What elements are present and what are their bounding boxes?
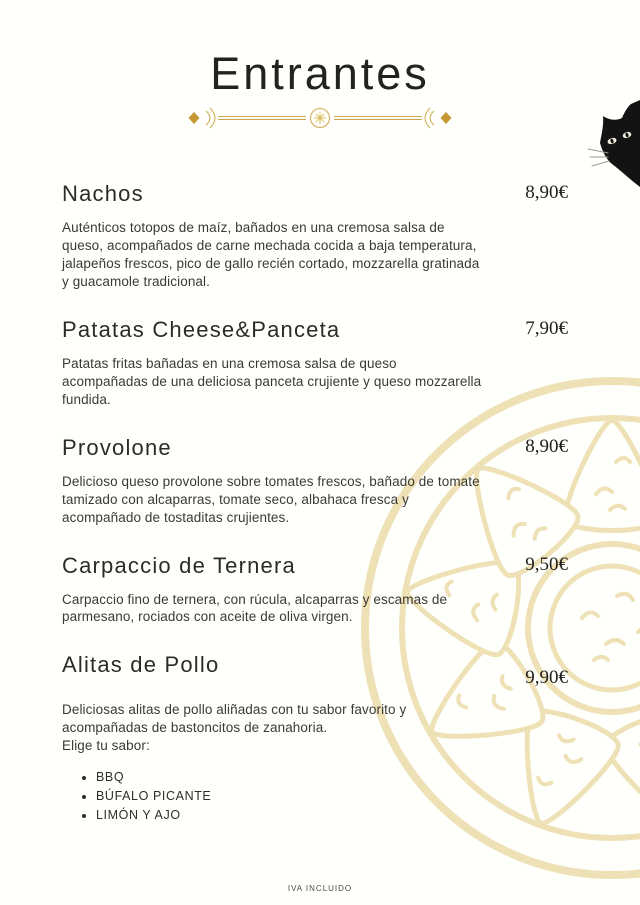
menu-item (62, 435, 568, 527)
divider-ornament-icon (185, 106, 455, 130)
item-row (62, 435, 568, 461)
item-name: Nachos (62, 181, 144, 206)
item-description: Auténticos totopos de maíz, bañados en una cremosa salsa de queso, acompañados de carne mechada cocida a baja temperatura, jalapeños frescos, pico de gallo recién cortado, mozzarella gratinada y guacamole tradicional. (62, 220, 480, 289)
item-description: Delicioso queso provolone sobre tomates frescos, bañado de tomate tamizado con alcaparras, tomate seco, albahaca fresca y acompañado de tostaditas crujientes. (62, 473, 480, 525)
menu-item (62, 181, 568, 291)
item-price: 9,50€ (525, 553, 568, 575)
item-description: Carpaccio fino de ternera, con rúcula, alcaparras y escamas de parmesano, rociados con aceite de oliva virgen. (62, 591, 448, 625)
black-cat-icon (582, 85, 640, 195)
menu-item (62, 317, 568, 409)
item-description: Patatas fritas bañadas en una cremosa salsa de queso acompañadas de una deliciosa panceta crujiente y queso mozzarella fundida. (62, 355, 482, 407)
item-name: Carpaccio de Ternera (62, 552, 296, 578)
ornamental-divider (0, 106, 640, 135)
flavor-option: • BBQ (96, 770, 568, 784)
item-name: Alitas de Pollo (62, 652, 220, 678)
menu-item (62, 652, 568, 822)
item-row (62, 553, 568, 579)
item-row (62, 317, 568, 343)
footer-note: IVA INCLUIDO (287, 884, 353, 893)
item-price: 9,90€ (525, 667, 568, 689)
item-row (62, 181, 568, 207)
flavor-option: • BÚFALO PICANTE (96, 789, 568, 803)
item-price: 8,90€ (525, 182, 568, 203)
item-name: Patatas Cheese&Panceta (62, 316, 341, 342)
flavor-option: • LIMÓN Y AJO (96, 808, 568, 822)
item-description-prompt: Elige tu sabor: (62, 738, 150, 754)
item-name: Provolone (62, 434, 172, 460)
page-title: Entrantes (210, 48, 430, 99)
item-price: 7,90€ (525, 317, 568, 339)
menu-item (62, 553, 568, 627)
item-row (62, 652, 568, 689)
menu-list (0, 135, 640, 822)
item-price: 8,90€ (525, 435, 568, 457)
flavor-options-list (62, 770, 568, 822)
item-description: Deliciosas alitas de pollo aliñadas con tu sabor favorito y acompañadas de bastoncitos de zanahoria. (62, 702, 407, 736)
menu-header (0, 48, 640, 135)
